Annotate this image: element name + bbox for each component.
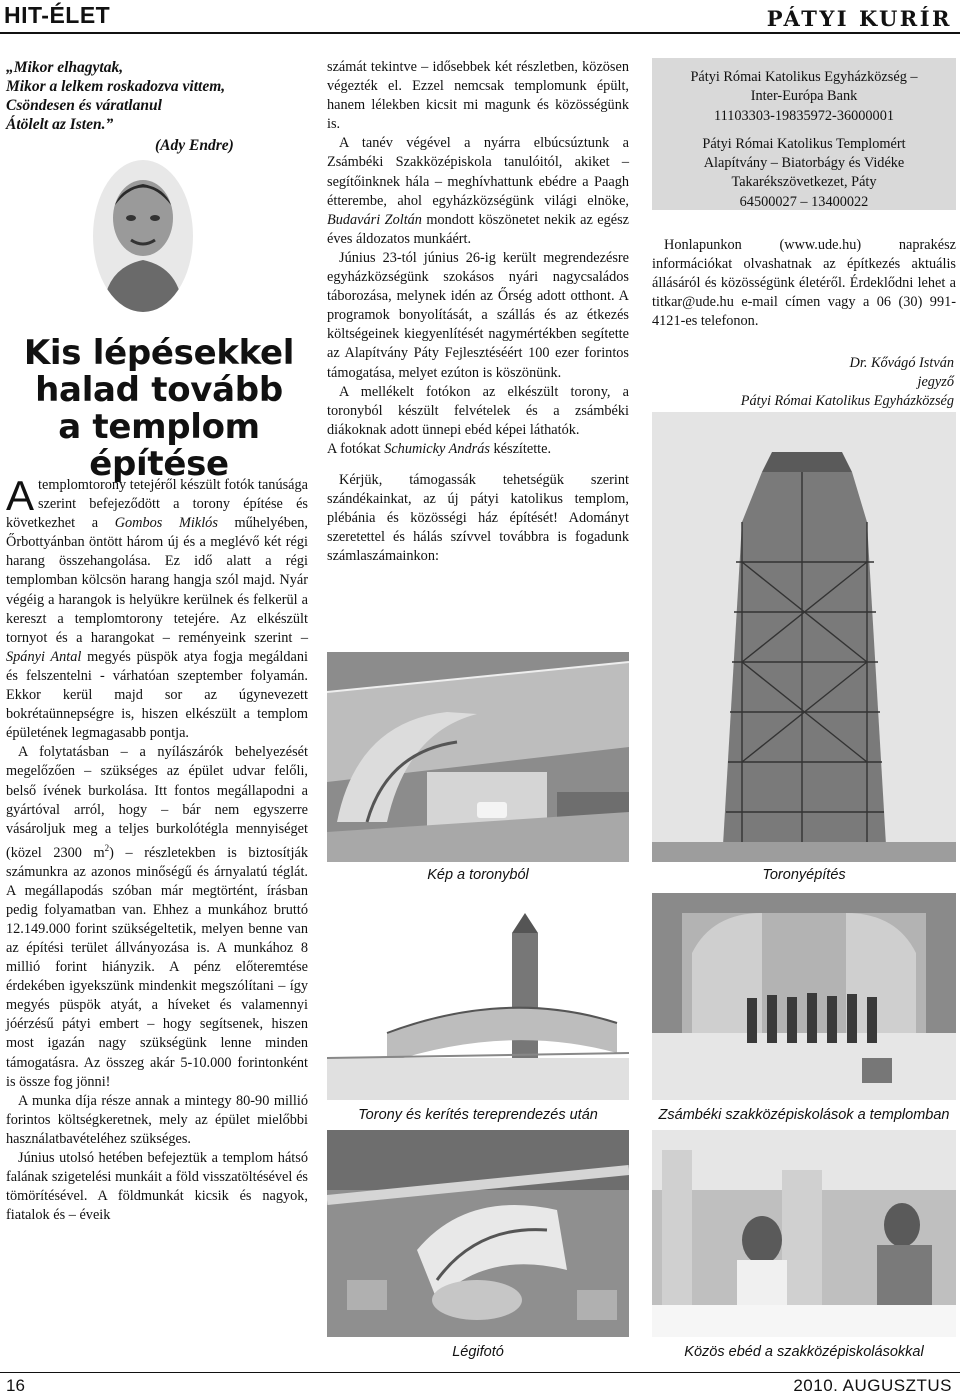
photo-caption: Torony és kerítés tereprendezés után [358, 1107, 598, 1123]
drop-cap: A [6, 472, 35, 519]
poem-line: „Mikor elhagytak, [6, 59, 124, 76]
photo-tower-construction [652, 412, 956, 862]
paragraph: számát tekintve – idősebbek két részletben, közösen végezték el. Ezzel nemcsak templomunk épült, hanem lélekben kicsit mi magunk és közösségünk is. [327, 59, 629, 133]
paragraph: Honlapunkon (www.ude.hu) naprakész információkat olvashatnak az építkezés aktuális állásáról és közösségünk életéről. Érdeklődni lehet a titkar@ude.hu e-mail címen vagy a 06 (30) 991-4121-es telefonon. [652, 237, 956, 330]
bank-account-number: 11103303-19835972-36000001 [713, 107, 895, 124]
photo-common-lunch [652, 1130, 956, 1337]
bank-line: Alapítvány – Biatorbágy és Vidéke [703, 155, 905, 172]
photo-caption: Légifotó [452, 1344, 504, 1360]
paragraph: Június 23-tól június 26-ig került megrendezésre egyházközségünk szokásos nyári nagycsaládos táborozása, melynek idén az Őrség adott otthont. A programok bonyolítását, a szállás és az étkezés költségeinek kiegyenlítését nagymértékben segítette az Alapítvány Páty Fejlesztéséért 100 ezer forintos támogatása, melyet ezúton is köszönünk. [327, 249, 629, 381]
photo-view-from-tower [327, 652, 629, 862]
paragraph: A tanév végével a nyárra elbúcsúztunk a Zsámbéki Szakközépiskola tanulóitól, akiket – segítőinknek hála – meghívhattunk ebédre a Paagh étterembe, ahol egyházközségünk világi elnöke, Budavári Zoltán mondott köszönetet nekik az egész éves áldozatos munkáért. [327, 135, 630, 247]
bank-line: Takarékszövetkezet, Páty [731, 174, 877, 191]
paragraph: A fotókat Schumicky András készítette. [327, 440, 552, 457]
newspaper-masthead: PÁTYI KURÍR [766, 6, 952, 31]
photo-caption: Közös ebéd a szakközépiskolásokkal [684, 1344, 924, 1360]
photo-caption: Zsámbéki szakközépiskolások a templomban [658, 1107, 950, 1123]
paragraph: Kérjük, támogassák tehetségük szerint szándékainkat, az új pátyi katolikus templom, plébánia és közösségi ház építését! Adományt szeretettel és hálás szívvel továbbra is fogadunk számlaszámainkon: [327, 471, 629, 565]
paragraph: A folytatásban – a nyílászárók behelyezését megelőzően – szükséges az épület udvar felőli, belső ívének burkolása. Itt fontos megállapodni a gyártóval arról, hogy – bár nem egyszerre vásároljuk meg a teljes burkolótégla mennyiséget (közel 2300 $m^2$) – részletekben is biztosítják számunkra az azonos minőségű és árnyalatú téglát. A megállapodás szóban már megtörtént, írásban pedig folyamatban van. Ehhez a munkához bruttó 12.149.000 forint szükségeltetik, melyen benne van az építési terület állványozása is. A munkához 8 millió forint hiányzik. A pénz előteremtése érdekében igyekszünk mindenkit megszólítani – így megyés püspök atyát, a híveket és valamennyi jóérzésű pátyi embert – hogy segítsenek, hiszen most igazán nagy szükségünk lenne minden támogatásra. Az összeg akár 5-10.000 forintonként is össze fog jönni! [6, 744, 308, 1090]
signer-name: Dr. Kővágó István [849, 355, 954, 371]
bank-account-box [652, 58, 956, 210]
photo-students-in-church [652, 893, 956, 1100]
photo-caption: Kép a toronyból [427, 867, 529, 883]
article-column-2 [327, 58, 629, 566]
paragraph: A munka díja része annak a mintegy 80-90 millió forintos költségkeretnek, mely az épület mielőbbi használatbavételéhez szükséges. [6, 1092, 308, 1147]
bank-line: Pátyi Római Katolikus Egyházközség – [690, 69, 918, 85]
signer-role: jegyző [917, 374, 954, 390]
poem-line: Csöndesen és váratlanul [6, 97, 162, 114]
signature-block [652, 354, 954, 411]
section-title: HIT-ÉLET [4, 2, 111, 28]
page-number: 16 [6, 1376, 25, 1395]
bank-line: Pátyi Római Katolikus Templomért [702, 135, 906, 152]
headline-line: a templom építése [58, 407, 260, 484]
poem-author: (Ady Endre) [155, 137, 234, 154]
photo-caption: Toronyépítés [762, 867, 846, 883]
signer-organization: Pátyi Római Katolikus Egyházközség [740, 393, 954, 409]
poem-line: Mikor a lelkem roskadozva vittem, [6, 78, 226, 95]
article-column-1 [6, 472, 308, 1225]
poem-line: Átölelt az Isten.” [6, 116, 114, 133]
article-headline [4, 335, 314, 483]
footer-rule [0, 1372, 960, 1373]
poem-quote [6, 58, 306, 134]
header-rule [0, 32, 960, 34]
headline-line: halad tovább [35, 370, 283, 410]
bank-line: Inter-Európa Bank [750, 88, 858, 105]
contact-info [652, 236, 956, 331]
paragraph: Atemplomtorony tetejéről készült fotók tanúsága szerint befejeződött a torony építése és következhet a Gombos Miklós műhelyében, Őrbottyánban öntött három új és a meglévő két régi harang összehangolása. Ez idő alatt a régi templomban kölcsön harang hangja szól majd. Nyár végéig a harangok is helyükre kerülnek és felkerül a kereszt a templomtorony tetejére. Az elkészült tornyot és a harangokat – reményeink szerint – Spányi Antal megyés püspök atya fogja megáldani és felszentelni - várhatóan szeptember folyamán. Ekkor kerül majd sor az úgynevezett bokrétaünnepségre is, hiszen elkészült a templom épületének legmagasabb pontja. [6, 472, 308, 742]
paragraph: Június utolsó hetében befejeztük a templom hátsó falának szigetelési munkáit a föld visszatöltésével és tömörítésével. A földmunkát kicsik és nagyok, fiatalok és – éveik [6, 1150, 308, 1224]
bank-account-number: 64500027 – 13400022 [739, 193, 869, 210]
author-portrait-photo [93, 160, 193, 312]
issue-date: 2010. AUGUSZTUS [793, 1376, 952, 1395]
photo-tower-and-fence [327, 893, 629, 1100]
headline-line: Kis lépésekkel [23, 333, 295, 373]
paragraph: A mellékelt fotókon az elkészült torony, a toronyból készült felvételek és a zsámbéki diákoknak adott ünnepi ebéd képei láthatók. [327, 383, 629, 438]
photo-aerial [327, 1130, 629, 1337]
